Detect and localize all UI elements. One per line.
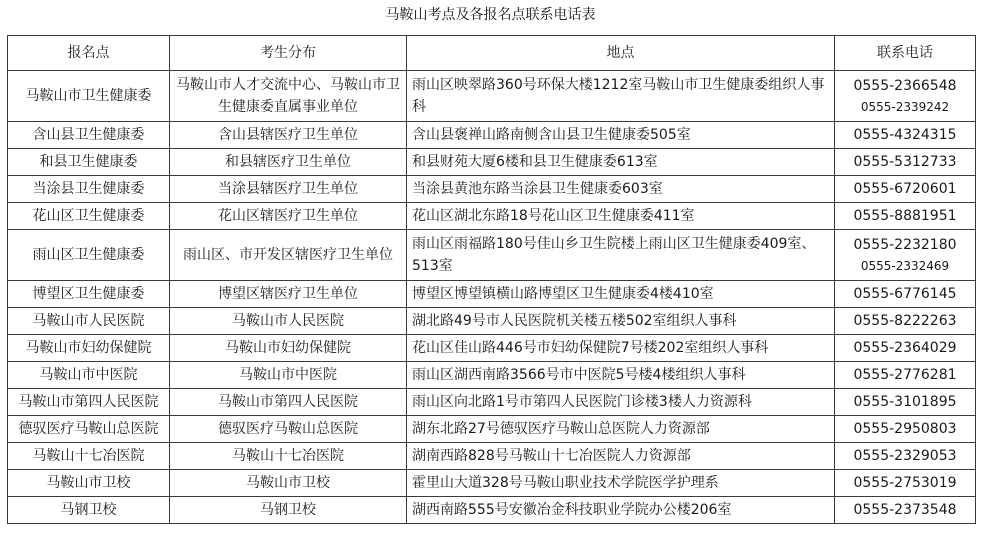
phone-number-secondary: 0555-2339242 (860, 100, 950, 114)
table-row (8, 389, 976, 416)
cell-phone (835, 230, 976, 281)
phone-number: 0555-2366548 (853, 78, 957, 94)
cell-distribution: 和县辖医疗卫生单位 (170, 149, 407, 176)
cell-phone: 0555-2329053 (835, 443, 976, 470)
cell-address: 湖北路49号市人民医院机关楼五楼502室组织人事科 (407, 308, 835, 335)
cell-distribution: 雨山区、市开发区辖医疗卫生单位 (170, 230, 407, 281)
cell-site: 当涂县卫生健康委 (8, 176, 170, 203)
cell-distribution: 马鞍山市第四人民医院 (170, 389, 407, 416)
table-row (8, 443, 976, 470)
table-row (8, 416, 976, 443)
cell-phone: 0555-3101895 (835, 389, 976, 416)
cell-address: 湖西南路555号安徽冶金科技职业学院办公楼206室 (407, 497, 835, 524)
table-row (8, 122, 976, 149)
header-address: 地点 (407, 36, 835, 71)
header-site: 报名点 (8, 36, 170, 71)
cell-site: 花山区卫生健康委 (8, 203, 170, 230)
cell-site: 马鞍山市中医院 (8, 362, 170, 389)
table-row (8, 203, 976, 230)
cell-site: 博望区卫生健康委 (8, 281, 170, 308)
cell-phone: 0555-2753019 (835, 470, 976, 497)
cell-distribution: 含山县辖医疗卫生单位 (170, 122, 407, 149)
cell-site: 和县卫生健康委 (8, 149, 170, 176)
cell-phone: 0555-4324315 (835, 122, 976, 149)
cell-address: 雨山区湖西南路3566号市中医院5号楼4楼组织人事科 (407, 362, 835, 389)
cell-address: 含山县褒禅山路南侧含山县卫生健康委505室 (407, 122, 835, 149)
cell-site: 马鞍山市人民医院 (8, 308, 170, 335)
contact-table (7, 35, 976, 524)
cell-distribution: 德驭医疗马鞍山总医院 (170, 416, 407, 443)
table-row (8, 362, 976, 389)
cell-address: 花山区湖北东路18号花山区卫生健康委411室 (407, 203, 835, 230)
cell-phone (835, 71, 976, 122)
cell-site: 含山县卫生健康委 (8, 122, 170, 149)
cell-phone: 0555-6720601 (835, 176, 976, 203)
cell-distribution: 马鞍山十七冶医院 (170, 443, 407, 470)
cell-site: 马鞍山市卫生健康委 (8, 71, 170, 122)
cell-phone: 0555-2950803 (835, 416, 976, 443)
header-distribution: 考生分布 (170, 36, 407, 71)
header-phone: 联系电话 (835, 36, 976, 71)
cell-phone: 0555-2364029 (835, 335, 976, 362)
cell-distribution: 花山区辖医疗卫生单位 (170, 203, 407, 230)
cell-phone: 0555-8222263 (835, 308, 976, 335)
cell-distribution: 马鞍山市中医院 (170, 362, 407, 389)
page-title: 马鞍山考点及各报名点联系电话表 (385, 7, 596, 23)
table-row (8, 308, 976, 335)
table-row (8, 497, 976, 524)
cell-address: 雨山区向北路1号市第四人民医院门诊楼3楼人力资源科 (407, 389, 835, 416)
cell-distribution: 博望区辖医疗卫生单位 (170, 281, 407, 308)
table-row (8, 230, 976, 281)
cell-address: 当涂县黄池东路当涂县卫生健康委603室 (407, 176, 835, 203)
phone-number: 0555-2232180 (853, 237, 957, 253)
cell-site: 马鞍山市卫校 (8, 470, 170, 497)
table-row (8, 335, 976, 362)
cell-site: 马鞍山市第四人民医院 (8, 389, 170, 416)
table-header-row (8, 36, 976, 71)
phone-number-secondary: 0555-2332469 (860, 259, 950, 273)
cell-distribution: 马鞍山市卫校 (170, 470, 407, 497)
cell-phone: 0555-8881951 (835, 203, 976, 230)
cell-address: 雨山区雨福路180号佳山乡卫生院楼上雨山区卫生健康委409室、513室 (407, 230, 835, 281)
cell-address: 雨山区映翠路360号环保大楼1212室马鞍山市卫生健康委组织人事科 (407, 71, 835, 122)
cell-distribution: 马鞍山市人才交流中心、马鞍山市卫生健康委直属事业单位 (170, 71, 407, 122)
table-body (8, 71, 976, 524)
cell-phone: 0555-2373548 (835, 497, 976, 524)
table-row (8, 176, 976, 203)
cell-distribution: 马钢卫校 (170, 497, 407, 524)
cell-address: 花山区佳山路446号市妇幼保健院7号楼202室组织人事科 (407, 335, 835, 362)
cell-address: 湖东北路27号德驭医疗马鞍山总医院人力资源部 (407, 416, 835, 443)
cell-site: 马鞍山十七冶医院 (8, 443, 170, 470)
cell-distribution: 当涂县辖医疗卫生单位 (170, 176, 407, 203)
table-row (8, 470, 976, 497)
cell-address: 和县财苑大厦6楼和县卫生健康委613室 (407, 149, 835, 176)
cell-distribution: 马鞍山市人民医院 (170, 308, 407, 335)
cell-phone: 0555-5312733 (835, 149, 976, 176)
cell-address: 霍里山大道328号马鞍山职业技术学院医学护理系 (407, 470, 835, 497)
cell-address: 博望区博望镇横山路博望区卫生健康委4楼410室 (407, 281, 835, 308)
table-row (8, 71, 976, 122)
cell-site: 马钢卫校 (8, 497, 170, 524)
cell-address: 湖南西路828号马鞍山十七冶医院人力资源部 (407, 443, 835, 470)
table-row (8, 149, 976, 176)
cell-phone: 0555-2776281 (835, 362, 976, 389)
cell-phone: 0555-6776145 (835, 281, 976, 308)
cell-site: 德驭医疗马鞍山总医院 (8, 416, 170, 443)
cell-distribution: 马鞍山市妇幼保健院 (170, 335, 407, 362)
table-row (8, 281, 976, 308)
cell-site: 马鞍山市妇幼保健院 (8, 335, 170, 362)
cell-site: 雨山区卫生健康委 (8, 230, 170, 281)
